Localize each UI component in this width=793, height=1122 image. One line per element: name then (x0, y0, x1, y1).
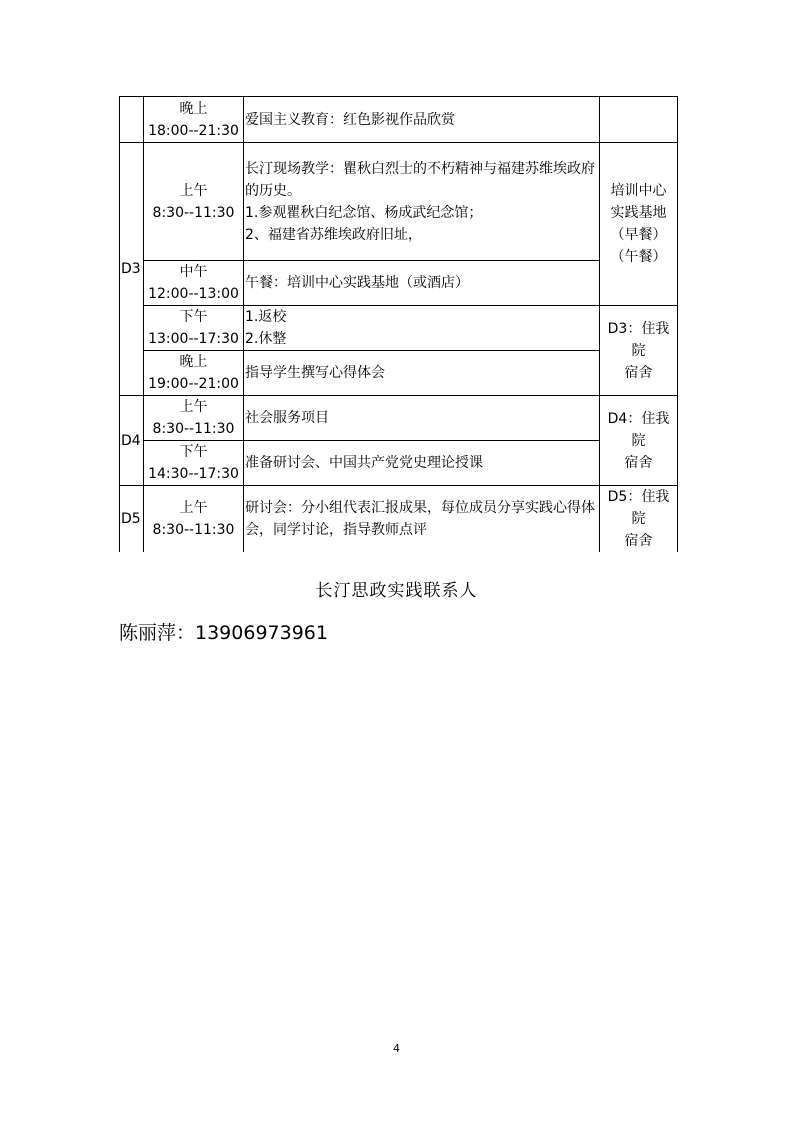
lodging-text: D5：住我院 (607, 489, 670, 527)
time-label: 下午 (179, 444, 208, 460)
activity-text: 1.参观瞿秋白纪念馆、杨成武纪念馆； (245, 204, 483, 221)
lodging-text: （午餐） (610, 249, 667, 265)
time-label: 上午 (179, 500, 208, 516)
activity-text: 2.休整 (245, 331, 287, 347)
lodging-text: 实践基地 (610, 205, 667, 221)
time-label: 下午 (179, 309, 208, 325)
time-range: 18:00--21:30 (148, 122, 239, 139)
activity-cell (244, 306, 600, 351)
activity-text: 长汀现场教学：瞿秋白烈士的不朽精神与福建苏维埃政府的历史。 (245, 160, 595, 199)
table-row (120, 486, 678, 553)
time-cell (144, 441, 244, 486)
activity-cell (244, 261, 600, 306)
day-label-d4: D4 (120, 396, 144, 486)
activity-text: 2、福建省苏维埃政府旧址， (245, 226, 422, 243)
activity-cell (244, 486, 600, 553)
table-row (120, 143, 678, 261)
page-number: 4 (393, 1042, 400, 1055)
activity-cell (244, 143, 600, 261)
activity-text: 研讨会：分小组代表汇报成果，每位成员分享实践心得体会，同学讨论，指导教师点评 (245, 500, 595, 538)
lodging-text: 宿舍 (624, 364, 653, 381)
table-row (120, 441, 678, 486)
time-cell (144, 97, 244, 143)
time-label: 上午 (179, 399, 208, 415)
activity-text: 午餐：培训中心实践基地（或酒店） (245, 275, 469, 291)
time-label: 晚上 (179, 354, 208, 370)
time-cell (144, 396, 244, 441)
time-label: 上午 (179, 182, 208, 199)
lodging-cell (600, 306, 678, 396)
time-cell (144, 261, 244, 306)
time-range: 14:30--17:30 (148, 466, 239, 482)
activity-cell (244, 441, 600, 486)
time-cell (144, 306, 244, 351)
day-cell (120, 97, 144, 143)
lodging-cell (600, 143, 678, 306)
table-row (120, 351, 678, 396)
activity-text: 指导学生撰写心得体会 (245, 365, 385, 381)
time-cell (144, 351, 244, 396)
activity-text: 爱国主义教育：红色影视作品欣赏 (245, 111, 455, 128)
time-label: 晚上 (179, 100, 208, 117)
time-range: 8:30--11:30 (152, 522, 235, 538)
activity-cell (244, 97, 600, 143)
time-cell (144, 143, 244, 261)
time-label: 中午 (179, 264, 208, 280)
day-label-d5: D5 (120, 486, 144, 553)
table-row (120, 306, 678, 351)
lodging-text: 培训中心 (610, 183, 667, 199)
lodging-text: D4：住我院 (607, 410, 670, 449)
activity-text: 1.返校 (245, 309, 287, 325)
lodging-text: 宿舍 (624, 454, 653, 471)
lodging-text: D3：住我院 (607, 320, 670, 359)
schedule-table (119, 96, 678, 552)
time-cell (144, 486, 244, 553)
time-range: 8:30--11:30 (152, 421, 235, 437)
activity-text: 社会服务项目 (245, 410, 329, 426)
lodging-cell (600, 97, 678, 143)
time-range: 19:00--21:00 (148, 376, 239, 392)
contact-line: 陈丽萍：13906973961 (119, 622, 328, 644)
lodging-text: 宿舍 (624, 533, 653, 549)
activity-cell (244, 396, 600, 441)
activity-cell (244, 351, 600, 396)
lodging-text: （早餐） (610, 227, 667, 243)
time-range: 12:00--13:00 (148, 286, 239, 302)
time-range: 8:30--11:30 (152, 204, 235, 221)
time-range: 13:00--17:30 (148, 331, 239, 347)
activity-text: 准备研讨会、中国共产党党史理论授课 (245, 455, 483, 471)
lodging-cell (600, 486, 678, 553)
table-row (120, 97, 678, 143)
day-label-d3: D3 (120, 143, 144, 396)
table-row (120, 396, 678, 441)
table-row (120, 261, 678, 306)
contact-title: 长汀思政实践联系人 (315, 581, 478, 601)
lodging-cell (600, 396, 678, 486)
